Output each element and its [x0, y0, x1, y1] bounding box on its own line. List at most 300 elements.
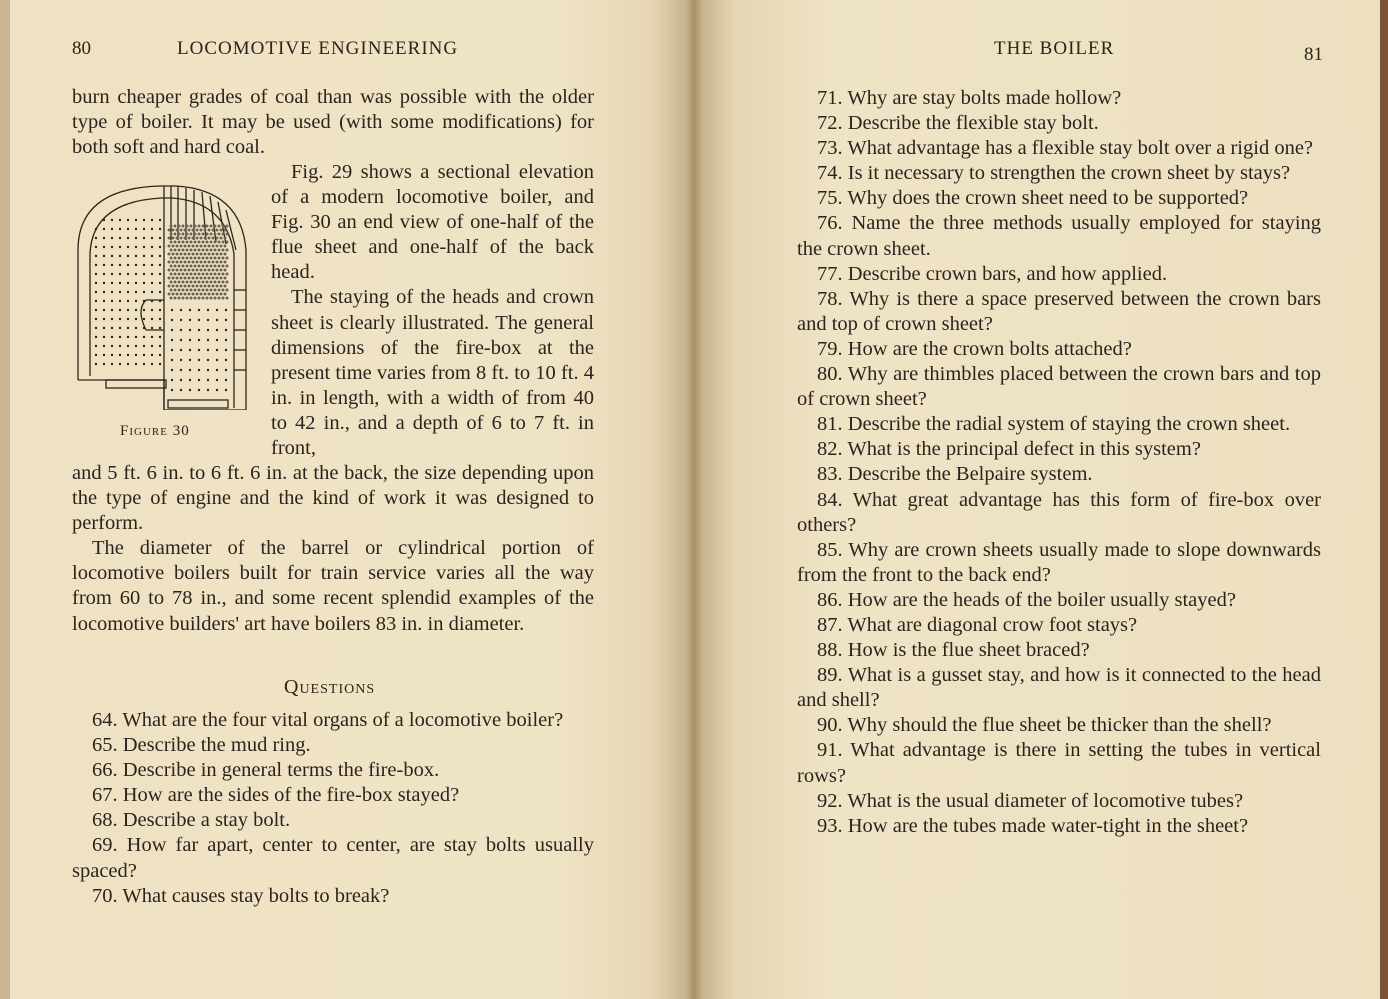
- stay-bolt-dot: [180, 379, 182, 381]
- tube-dot: [222, 289, 225, 292]
- stay-bolt-dot: [119, 318, 121, 320]
- tube-dot: [198, 241, 201, 244]
- tube-dot: [222, 241, 225, 244]
- question-number: 90.: [817, 714, 843, 737]
- stay-bolt-dot: [119, 228, 121, 230]
- stay-bolt-dot: [159, 363, 161, 365]
- tube-dot: [194, 233, 197, 236]
- stay-bolt-dot: [103, 264, 105, 266]
- question-number: 86.: [817, 588, 843, 611]
- stay-bolt-dot: [159, 327, 161, 329]
- tube-dot: [178, 281, 181, 284]
- stay-bolt-dot: [151, 354, 153, 356]
- tube-dot: [222, 233, 225, 236]
- stay-bolt-dot: [159, 345, 161, 347]
- stay-bolt-dot: [171, 349, 173, 351]
- tube-dot: [214, 225, 217, 228]
- tube-dot: [210, 281, 213, 284]
- stay-bolt-dot: [159, 219, 161, 221]
- tube-dot: [206, 233, 209, 236]
- stay-bolt-dot: [159, 228, 161, 230]
- question-text: Describe the mud ring.: [122, 734, 311, 757]
- tube-dot: [202, 281, 205, 284]
- right-page-number: 81: [1304, 44, 1323, 65]
- tube-dot: [200, 245, 203, 248]
- stay-bolt-dot: [151, 228, 153, 230]
- question-text: Describe the flexible stay bolt.: [847, 112, 1099, 135]
- stay-bolt-dot: [95, 237, 97, 239]
- tube-dot: [224, 285, 227, 288]
- stay-bolt-dot: [159, 309, 161, 311]
- stay-bolt-dot: [198, 359, 200, 361]
- tube-dot: [214, 297, 217, 300]
- stay-bolt-dot: [135, 318, 137, 320]
- question-text: How are the crown bolts attached?: [847, 337, 1132, 360]
- stay-bolt-dot: [189, 339, 191, 341]
- tube-dot: [184, 293, 187, 296]
- stay-bolt-dot: [216, 329, 218, 331]
- stay-bolt-dot: [103, 309, 105, 311]
- stay-bolt-dot: [111, 363, 113, 365]
- tube-dot: [194, 297, 197, 300]
- tube-dot: [222, 249, 225, 252]
- question-number: 76.: [817, 212, 843, 235]
- tube-dot: [190, 225, 193, 228]
- stay-bolt-dot: [143, 273, 145, 275]
- tube-dot: [224, 293, 227, 296]
- tube-dot: [168, 293, 171, 296]
- tube-dot: [224, 277, 227, 280]
- question-number: 87.: [817, 613, 843, 636]
- tube-dot: [222, 225, 225, 228]
- tube-dot: [174, 225, 177, 228]
- stay-bolt-dot: [151, 219, 153, 221]
- tube-dot: [190, 265, 193, 268]
- question-item: [797, 186, 1321, 211]
- tube-dot: [206, 273, 209, 276]
- stay-bolt-dot: [198, 319, 200, 321]
- tube-dot: [182, 265, 185, 268]
- stay-bolt-dot: [216, 319, 218, 321]
- tube-dot: [188, 229, 191, 232]
- tube-dot: [226, 241, 229, 244]
- stay-bolt-dot: [159, 237, 161, 239]
- stay-bolt-dot: [225, 319, 227, 321]
- tube-dot: [194, 289, 197, 292]
- tube-dot: [216, 229, 219, 232]
- stay-bolt-dot: [119, 264, 121, 266]
- tube-dot: [180, 245, 183, 248]
- tube-dot: [204, 269, 207, 272]
- tube-dot: [198, 233, 201, 236]
- intro-text: burn cheaper grades of coal than was possible with the older type of boiler. It may be used (with some modifications) for both soft and hard coal.: [72, 86, 594, 159]
- stay-bolt-dot: [159, 300, 161, 302]
- tube-dot: [170, 249, 173, 252]
- tube-dot: [212, 261, 215, 264]
- tube-dot: [192, 253, 195, 256]
- tube-dot: [212, 245, 215, 248]
- tube-dot: [212, 253, 215, 256]
- question-item: [797, 538, 1321, 588]
- stay-bolt-dot: [135, 300, 137, 302]
- tube-dot: [178, 289, 181, 292]
- tube-dot: [170, 297, 173, 300]
- question-number: 83.: [817, 463, 843, 486]
- tube-dot: [220, 285, 223, 288]
- tube-dot: [182, 289, 185, 292]
- stay-bolt-dot: [171, 319, 173, 321]
- tube-dot: [220, 269, 223, 272]
- question-item: [797, 713, 1321, 738]
- question-number: 80.: [817, 363, 843, 386]
- question-item: [797, 136, 1321, 161]
- question-item: [797, 789, 1321, 814]
- question-number: 91.: [817, 739, 843, 762]
- question-number: 65.: [92, 734, 118, 757]
- stay-bolt-dot: [151, 282, 153, 284]
- tube-dot: [178, 233, 181, 236]
- stay-bolt-dot: [159, 282, 161, 284]
- stay-bolt-dot: [103, 363, 105, 365]
- figure-30-boiler-diagram: [76, 180, 256, 410]
- tube-dot: [186, 273, 189, 276]
- stay-bolt-dot: [225, 309, 227, 311]
- left-page-number: 80: [72, 38, 91, 59]
- stay-bolt-dot: [135, 282, 137, 284]
- stay-bolt-dot: [207, 339, 209, 341]
- tube-dot: [174, 249, 177, 252]
- question-number: 68.: [92, 809, 118, 832]
- stay-bolt-dot: [119, 345, 121, 347]
- tube-dot: [198, 281, 201, 284]
- question-number: 72.: [817, 112, 843, 135]
- question-text: Why are stay bolts made hollow?: [847, 87, 1122, 109]
- tube-dot: [204, 293, 207, 296]
- stay-bolt-dot: [119, 237, 121, 239]
- stay-bolt-dot: [180, 369, 182, 371]
- tube-dot: [182, 249, 185, 252]
- tube-dot: [208, 285, 211, 288]
- stay-bolt-dot: [143, 255, 145, 257]
- stay-bolt-dot: [119, 354, 121, 356]
- stay-bolt-dot: [95, 300, 97, 302]
- question-text: Why does the crown sheet need to be supported?: [847, 187, 1249, 210]
- tube-dot: [168, 245, 171, 248]
- tube-dot: [174, 273, 177, 276]
- tube-dot: [196, 293, 199, 296]
- tube-dot: [174, 241, 177, 244]
- stay-bolt-dot: [135, 291, 137, 293]
- tube-dot: [214, 273, 217, 276]
- continuation-paragraph: [72, 461, 594, 637]
- stay-bolt-dot: [143, 336, 145, 338]
- tube-dot: [212, 277, 215, 280]
- stay-bolt-dot: [180, 309, 182, 311]
- stay-bolt-dot: [225, 389, 227, 391]
- stay-bolt-dot: [135, 354, 137, 356]
- tube-dot: [216, 253, 219, 256]
- question-text: Name the three methods usually employed for staying the crown sheet.: [797, 212, 1322, 260]
- tube-dot: [174, 281, 177, 284]
- tube-dot: [210, 289, 213, 292]
- question-item: [797, 638, 1321, 663]
- tube-dot: [176, 253, 179, 256]
- tube-dot: [168, 229, 171, 232]
- stay-bolt-dot: [143, 291, 145, 293]
- stay-bolt-dot: [95, 345, 97, 347]
- figure-wrap-text: [271, 160, 594, 461]
- question-item: [797, 814, 1321, 839]
- tube-dot: [220, 245, 223, 248]
- tube-dot: [172, 253, 175, 256]
- tube-dot: [170, 233, 173, 236]
- stay-bolt-dot: [151, 309, 153, 311]
- stay-bolt-dot: [216, 389, 218, 391]
- tube-dot: [194, 225, 197, 228]
- stay-bolt-dot: [95, 273, 97, 275]
- stay-bolt-dot: [95, 354, 97, 356]
- tube-dot: [214, 281, 217, 284]
- stay-bolt-dot: [135, 327, 137, 329]
- tube-dot: [200, 269, 203, 272]
- tube-dot: [196, 269, 199, 272]
- tube-dot: [192, 237, 195, 240]
- tube-dot: [186, 233, 189, 236]
- tube-dot: [180, 229, 183, 232]
- stay-bolt-dot: [207, 389, 209, 391]
- tube-dot: [204, 245, 207, 248]
- tube-dot: [204, 285, 207, 288]
- stay-bolt-dot: [143, 300, 145, 302]
- stay-bolt-dot: [171, 369, 173, 371]
- tube-dot: [200, 277, 203, 280]
- tube-dot: [174, 265, 177, 268]
- tube-dot: [176, 285, 179, 288]
- tube-dot: [208, 229, 211, 232]
- stay-bolt-dot: [119, 273, 121, 275]
- stay-bolt-dot: [135, 345, 137, 347]
- tube-dot: [218, 257, 221, 260]
- tube-dot: [184, 285, 187, 288]
- stay-bolt-dot: [151, 291, 153, 293]
- tube-dot: [220, 229, 223, 232]
- stay-bolt-dot: [180, 349, 182, 351]
- tube-dot: [176, 269, 179, 272]
- tube-dot: [172, 229, 175, 232]
- tube-dot: [172, 293, 175, 296]
- tube-dot: [216, 237, 219, 240]
- tube-dot: [202, 273, 205, 276]
- tube-dot: [210, 265, 213, 268]
- tube-dot: [182, 225, 185, 228]
- tube-dot: [176, 293, 179, 296]
- stay-bolt-dot: [95, 309, 97, 311]
- tube-dot: [222, 281, 225, 284]
- tube-dot: [194, 265, 197, 268]
- tube-dot: [208, 253, 211, 256]
- tube-dot: [190, 233, 193, 236]
- tube-dot: [216, 261, 219, 264]
- tube-dot: [186, 257, 189, 260]
- stay-bolt-dot: [189, 389, 191, 391]
- tube-dot: [226, 225, 229, 228]
- tube-dot: [176, 237, 179, 240]
- stay-bolt-dot: [143, 354, 145, 356]
- question-item: [797, 488, 1321, 538]
- tube-dot: [192, 277, 195, 280]
- stay-bolt-dot: [198, 379, 200, 381]
- fig-description-paragraph: Fig. 29 shows a sectional elevation of a modern locomotive boiler, and Fig. 30 an end view of one-half of the flue sheet and one-half of the back head.: [271, 161, 594, 284]
- question-item: [797, 362, 1321, 412]
- stay-bolt-dot: [119, 219, 121, 221]
- figure-caption: Figure 30: [120, 423, 190, 439]
- tube-dot: [172, 269, 175, 272]
- left-questions-list: [72, 708, 594, 909]
- question-number: 93.: [817, 814, 843, 837]
- question-number: 82.: [817, 438, 843, 461]
- stay-bolt-dot: [135, 336, 137, 338]
- tube-dot: [192, 285, 195, 288]
- stay-bolt-dot: [198, 369, 200, 371]
- question-number: 78.: [817, 287, 843, 310]
- tube-dot: [202, 233, 205, 236]
- tube-dot: [202, 249, 205, 252]
- tube-dot: [212, 293, 215, 296]
- tube-dot: [202, 289, 205, 292]
- tube-dot: [172, 285, 175, 288]
- stay-bolt-dot: [180, 329, 182, 331]
- tube-dot: [182, 281, 185, 284]
- tube-dot: [214, 249, 217, 252]
- tube-dot: [178, 265, 181, 268]
- tube-dot: [204, 229, 207, 232]
- tube-dot: [168, 237, 171, 240]
- tube-dot: [182, 257, 185, 260]
- stay-bolt-dot: [127, 309, 129, 311]
- stay-bolt-dot: [198, 389, 200, 391]
- stay-bolt-dot: [127, 327, 129, 329]
- stay-bolt-dot: [225, 379, 227, 381]
- tube-dot: [192, 261, 195, 264]
- stay-bolt-dot: [95, 327, 97, 329]
- tube-dot: [200, 261, 203, 264]
- stay-bolt-dot: [119, 336, 121, 338]
- stay-bolt-dot: [103, 318, 105, 320]
- tube-dot: [180, 269, 183, 272]
- question-number: 77.: [817, 262, 843, 285]
- question-text: What is the usual diameter of locomotive tubes?: [847, 789, 1244, 812]
- tube-dot: [168, 277, 171, 280]
- tube-dot: [200, 293, 203, 296]
- tube-dot: [218, 249, 221, 252]
- stay-bolt-dot: [225, 329, 227, 331]
- tube-dot: [204, 277, 207, 280]
- question-number: 74.: [817, 162, 843, 185]
- tube-dot: [198, 289, 201, 292]
- continuation-text: and 5 ft. 6 in. to 6 ft. 6 in. at the back, the size depending upon the type of engine and the kind of work it was designed to perform.: [72, 462, 594, 535]
- tube-dot: [178, 241, 181, 244]
- tube-dot: [226, 273, 229, 276]
- tube-dot: [202, 265, 205, 268]
- tube-dot: [190, 297, 193, 300]
- tube-dot: [216, 293, 219, 296]
- stay-bolt-dot: [207, 369, 209, 371]
- tube-dot: [218, 265, 221, 268]
- question-number: 70.: [92, 884, 118, 907]
- stay-bolt-dot: [189, 309, 191, 311]
- tube-dot: [180, 261, 183, 264]
- stay-bolt-dot: [111, 282, 113, 284]
- tube-dot: [184, 261, 187, 264]
- question-item: [797, 86, 1321, 111]
- tube-dot: [218, 241, 221, 244]
- stay-bolt-dot: [127, 228, 129, 230]
- stay-bolt-dot: [127, 255, 129, 257]
- tube-dot: [182, 297, 185, 300]
- question-text: Why are thimbles placed between the crown bars and top of crown sheet?: [797, 363, 1321, 411]
- question-text: What is a gusset stay, and how is it connected to the head and shell?: [797, 664, 1321, 712]
- tube-dot: [222, 257, 225, 260]
- tube-dot: [216, 285, 219, 288]
- question-item: [72, 708, 594, 733]
- tube-dot: [218, 225, 221, 228]
- tube-dot: [170, 241, 173, 244]
- stay-bolt-dot: [143, 246, 145, 248]
- tube-dot: [218, 273, 221, 276]
- question-text: Describe in general terms the fire-box.: [122, 759, 440, 782]
- tube-dot: [202, 297, 205, 300]
- stay-bolt-dot: [111, 300, 113, 302]
- stay-bolt-dot: [171, 339, 173, 341]
- stay-bolt-dot: [180, 339, 182, 341]
- tube-dot: [196, 229, 199, 232]
- question-item: [797, 613, 1321, 638]
- tube-dot: [184, 237, 187, 240]
- tube-dot: [198, 265, 201, 268]
- tube-dot: [226, 281, 229, 284]
- stay-bolt-dot: [135, 363, 137, 365]
- tube-dot: [184, 277, 187, 280]
- stay-bolt-dot: [111, 237, 113, 239]
- tube-dot: [172, 245, 175, 248]
- question-item: [797, 738, 1321, 788]
- tube-dot: [188, 237, 191, 240]
- questions-heading: Questions: [284, 676, 376, 698]
- stay-bolt-dot: [103, 219, 105, 221]
- tube-dot: [198, 225, 201, 228]
- stay-bolt-dot: [151, 300, 153, 302]
- tube-dot: [212, 237, 215, 240]
- question-item: [797, 412, 1321, 437]
- stay-bolt-dot: [95, 246, 97, 248]
- tube-dot: [194, 257, 197, 260]
- stay-bolt-dot: [95, 363, 97, 365]
- stay-bolt-dot: [143, 363, 145, 365]
- stay-bolt-dot: [111, 327, 113, 329]
- tube-dot: [206, 241, 209, 244]
- stay-bolt-dot: [127, 291, 129, 293]
- question-text: How are the heads of the boiler usually stayed?: [847, 588, 1236, 611]
- tube-dot: [206, 265, 209, 268]
- stay-bolt-dot: [207, 309, 209, 311]
- tube-dot: [186, 265, 189, 268]
- question-item: [797, 287, 1321, 337]
- tube-dot: [190, 257, 193, 260]
- tube-dot: [184, 253, 187, 256]
- tube-dot: [208, 269, 211, 272]
- tube-dot: [218, 297, 221, 300]
- tube-dot: [194, 249, 197, 252]
